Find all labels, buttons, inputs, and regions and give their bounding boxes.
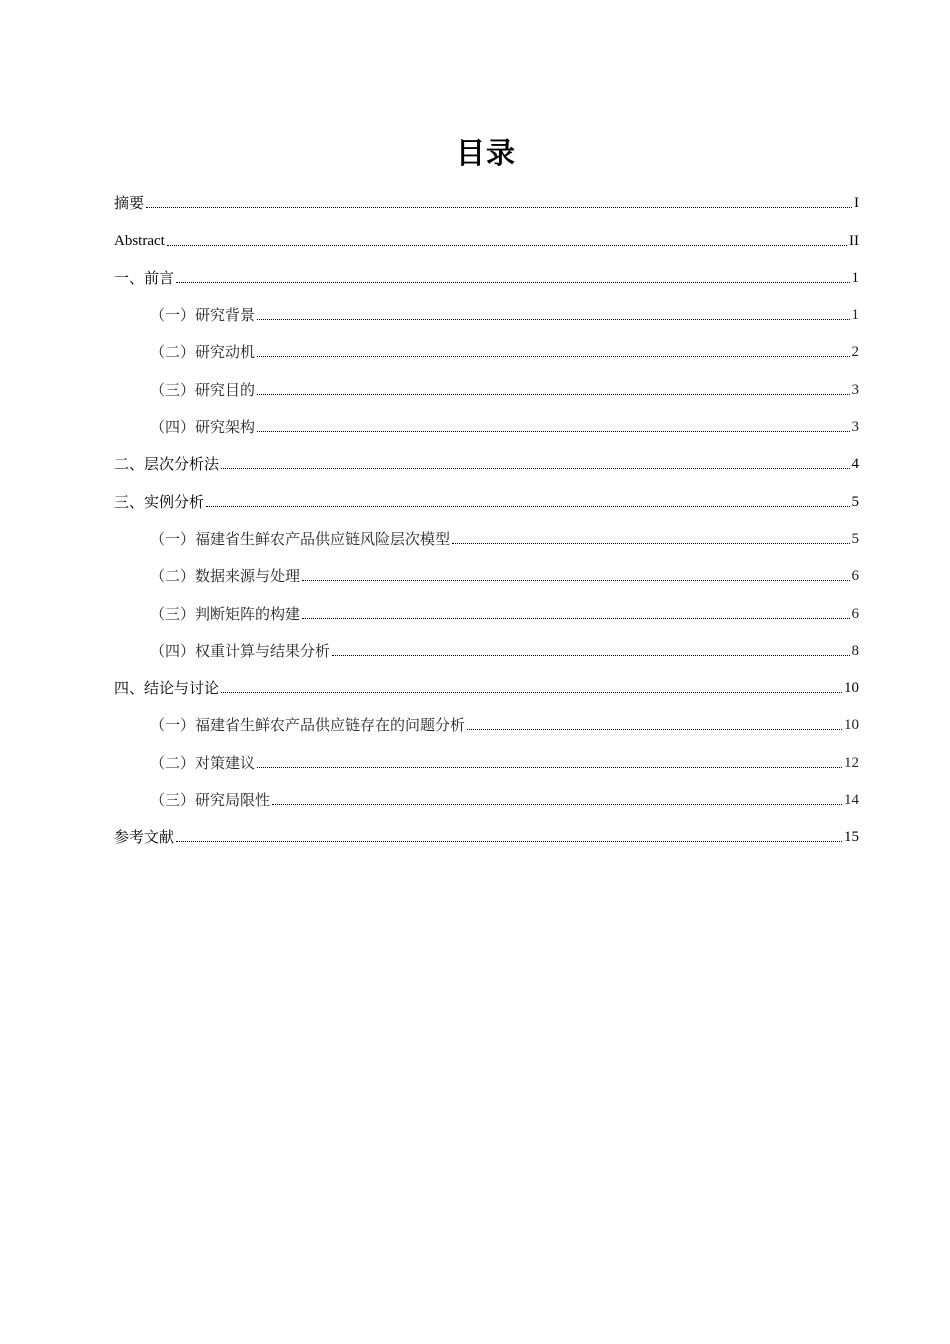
toc-entry-page-number: 3 bbox=[851, 381, 859, 398]
toc-entry-page-number: 5 bbox=[851, 493, 859, 510]
toc-entry-label: 一、前言 bbox=[114, 268, 175, 287]
toc-dot-leader bbox=[257, 319, 849, 320]
toc-dot-leader bbox=[257, 394, 849, 395]
toc-entry-section-1-2[interactable] bbox=[114, 331, 859, 368]
toc-dot-leader bbox=[167, 245, 847, 246]
toc-entry-page-number: I bbox=[854, 195, 859, 212]
toc-dot-leader bbox=[257, 356, 849, 357]
toc-entry-section-3-1[interactable] bbox=[114, 518, 859, 555]
toc-entry-page-number: 15 bbox=[844, 829, 859, 846]
toc-entry-page-number: 3 bbox=[851, 419, 859, 436]
toc-entry-label: （四）研究架构 bbox=[150, 418, 256, 437]
toc-entry-label: 摘要 bbox=[114, 194, 145, 213]
page-title: 目录 bbox=[455, 136, 516, 170]
toc-entry-label: 四、结论与讨论 bbox=[114, 679, 220, 698]
toc-entry-label: 三、实例分析 bbox=[114, 492, 205, 511]
toc-entry-label: （四）权重计算与结果分析 bbox=[150, 641, 331, 660]
toc-entry-label: （三）研究局限性 bbox=[150, 791, 271, 810]
toc-entry-page-number: 6 bbox=[851, 605, 859, 622]
toc-dot-leader bbox=[176, 841, 842, 842]
toc-entry-section-1-3[interactable] bbox=[114, 368, 859, 405]
toc-entry-page-number: 1 bbox=[851, 307, 859, 324]
toc-dot-leader bbox=[332, 655, 849, 656]
toc-dot-leader bbox=[206, 506, 849, 507]
toc-entry-abstract-en[interactable] bbox=[114, 219, 859, 256]
toc-entry-page-number: 14 bbox=[844, 792, 859, 809]
toc-entry-section-4-2[interactable] bbox=[114, 741, 859, 778]
toc-entry-page-number: 12 bbox=[844, 754, 859, 771]
toc-entry-abstract-zh[interactable] bbox=[114, 182, 859, 219]
toc-entry-page-number: 6 bbox=[851, 568, 859, 585]
toc-entry-label: （二）对策建议 bbox=[150, 753, 256, 772]
toc-entry-section-3-2[interactable] bbox=[114, 555, 859, 592]
toc-dot-leader bbox=[221, 468, 849, 469]
toc-entry-label: 二、层次分析法 bbox=[114, 455, 220, 474]
toc-entry-section-4-3[interactable] bbox=[114, 779, 859, 816]
toc-entry-section-1-4[interactable] bbox=[114, 406, 859, 443]
toc-entry-page-number: 10 bbox=[844, 717, 859, 734]
toc-entry-section-3-4[interactable] bbox=[114, 630, 859, 667]
toc-entry-section-3-3[interactable] bbox=[114, 592, 859, 629]
toc-entry-page-number: 1 bbox=[851, 269, 859, 286]
table-of-contents bbox=[114, 182, 859, 853]
toc-entry-label: （二）数据来源与处理 bbox=[150, 567, 301, 586]
toc-dot-leader bbox=[257, 431, 849, 432]
toc-dot-leader bbox=[257, 767, 842, 768]
toc-entry-label: （三）研究目的 bbox=[150, 380, 256, 399]
toc-dot-leader bbox=[302, 580, 849, 581]
toc-entry-chapter-2[interactable] bbox=[114, 443, 859, 480]
toc-entry-page-number: 10 bbox=[844, 680, 859, 697]
toc-dot-leader bbox=[302, 618, 849, 619]
toc-entry-label: 参考文献 bbox=[114, 828, 175, 847]
toc-entry-chapter-1[interactable] bbox=[114, 257, 859, 294]
toc-entry-page-number: 5 bbox=[851, 530, 859, 547]
toc-entry-label: Abstract bbox=[114, 232, 165, 249]
toc-dot-leader bbox=[452, 543, 849, 544]
toc-entry-page-number: 8 bbox=[851, 642, 859, 659]
toc-dot-leader bbox=[176, 282, 849, 283]
toc-entry-chapter-3[interactable] bbox=[114, 480, 859, 517]
toc-entry-label: （一）福建省生鲜农产品供应链风险层次模型 bbox=[150, 529, 451, 548]
toc-entry-chapter-4[interactable] bbox=[114, 667, 859, 704]
toc-dot-leader bbox=[467, 729, 842, 730]
toc-dot-leader bbox=[146, 207, 852, 208]
toc-entry-page-number: 4 bbox=[851, 456, 859, 473]
toc-entry-page-number: 2 bbox=[851, 344, 859, 361]
toc-entry-section-1-1[interactable] bbox=[114, 294, 859, 331]
toc-entry-page-number: II bbox=[849, 232, 859, 249]
toc-entry-label: （三）判断矩阵的构建 bbox=[150, 604, 301, 623]
toc-dot-leader bbox=[272, 804, 842, 805]
toc-entry-label: （二）研究动机 bbox=[150, 343, 256, 362]
toc-entry-label: （一）福建省生鲜农产品供应链存在的问题分析 bbox=[150, 716, 466, 735]
toc-entry-section-4-1[interactable] bbox=[114, 704, 859, 741]
toc-entry-references[interactable] bbox=[114, 816, 859, 853]
toc-entry-label: （一）研究背景 bbox=[150, 306, 256, 325]
toc-dot-leader bbox=[221, 692, 842, 693]
